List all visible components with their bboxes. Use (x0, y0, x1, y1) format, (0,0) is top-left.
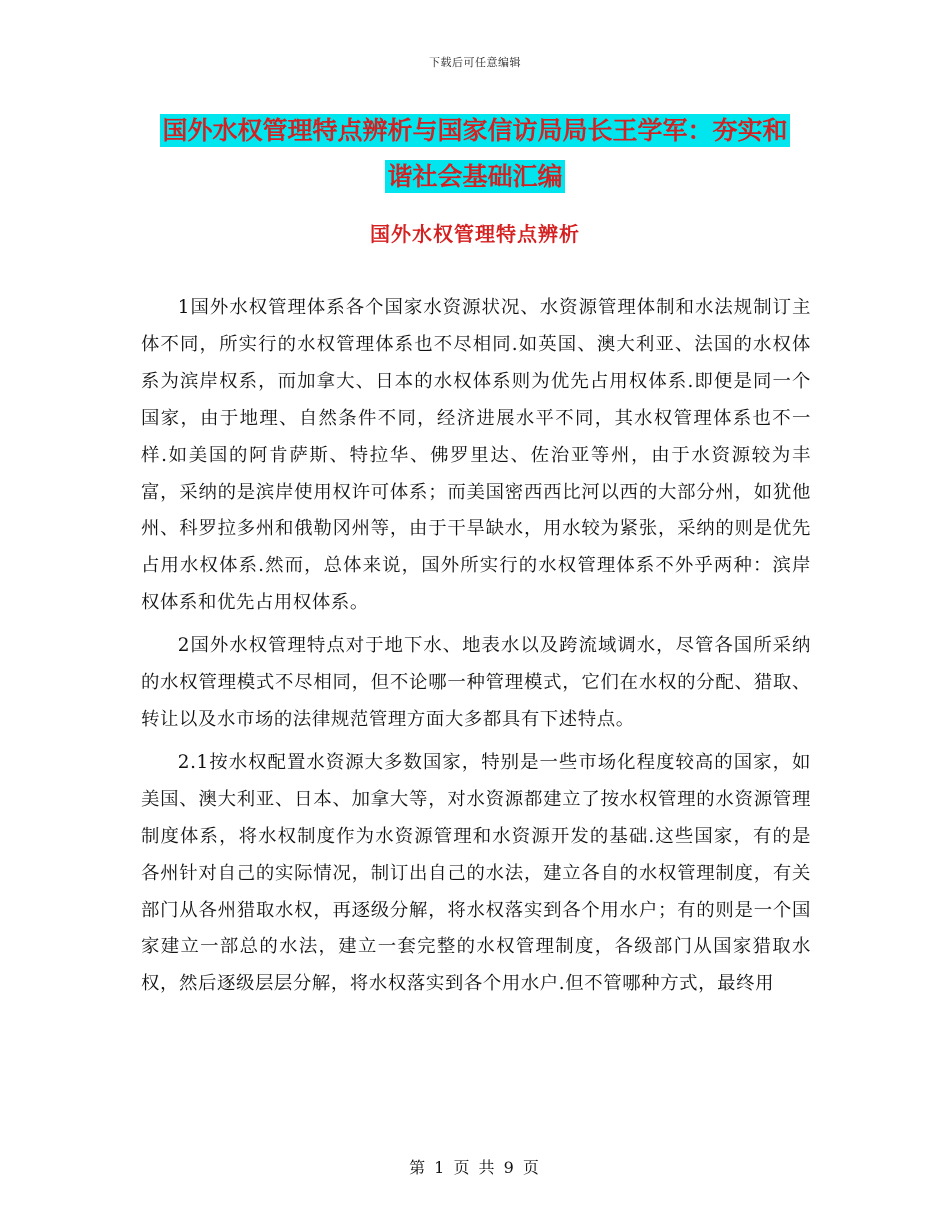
header-note: 下载后可任意编辑 (429, 56, 521, 69)
paragraph-3: 2.1按水权配置水资源大多数国家，特别是一些市场化程度较高的国家，如美国、澳大利亚、日本、加拿大等，对水资源都建立了按水权管理的水资源管理制度体系，将水权制度作为水资源管理和水资源开发的基础.这些国家，有的是各州针对自己的实际情况，制订出自己的水法，建立各自的水权管理制度，有关部门从各州猎取水权，再逐级分解，将水权落实到各个用水户；有的则是一个国家建立一部总的水法，建立一套完整的水权管理制度，各级部门从国家猎取水权，然后逐级层层分解，将水权落实到各个用水户.但不管哪种方式，最终用 (141, 751, 811, 995)
paragraph-2: 2国外水权管理特点对于地下水、地表水以及跨流域调水，尽管各国所采纳的水权管理模式不尽相同，但不论哪一种管理模式，它们在水权的分配、猎取、转让以及水市场的法律规范管理方面大多都具有下述特点。 (141, 635, 811, 730)
document-title (150, 108, 800, 200)
paragraph-1: 1国外水权管理体系各个国家水资源状况、水资源管理体制和水法规制订主体不同，所实行的水权管理体系也不尽相同.如英国、澳大利亚、法国的水权体系为滨岸权系，而加拿大、日本的水权体系则为优先占用权体系.即便是同一个国家，由于地理、自然条件不同，经济进展水平不同，其水权管理体系也不一样.如美国的阿肯萨斯、特拉华、佛罗里达、佐治亚等州，由于水资源较为丰富，采纳的是滨岸使用权许可体系；而美国密西西比河以西的大部分州，如犹他州、科罗拉多州和俄勒冈州等，由于干旱缺水，用水较为紧张，采纳的则是优先占用水权体系.然而，总体来说，国外所实行的水权管理体系不外乎两种：滨岸权体系和优先占用权体系。 (141, 297, 811, 614)
document-title-text: 国外水权管理特点辨析与国家信访局局长王学军：夯实和谐社会基础汇编 (162, 116, 788, 191)
body-text (141, 290, 811, 1009)
page-footer: 第 1 页 共 9 页 (409, 1158, 541, 1177)
section-title: 国外水权管理特点辨析 (370, 222, 580, 246)
